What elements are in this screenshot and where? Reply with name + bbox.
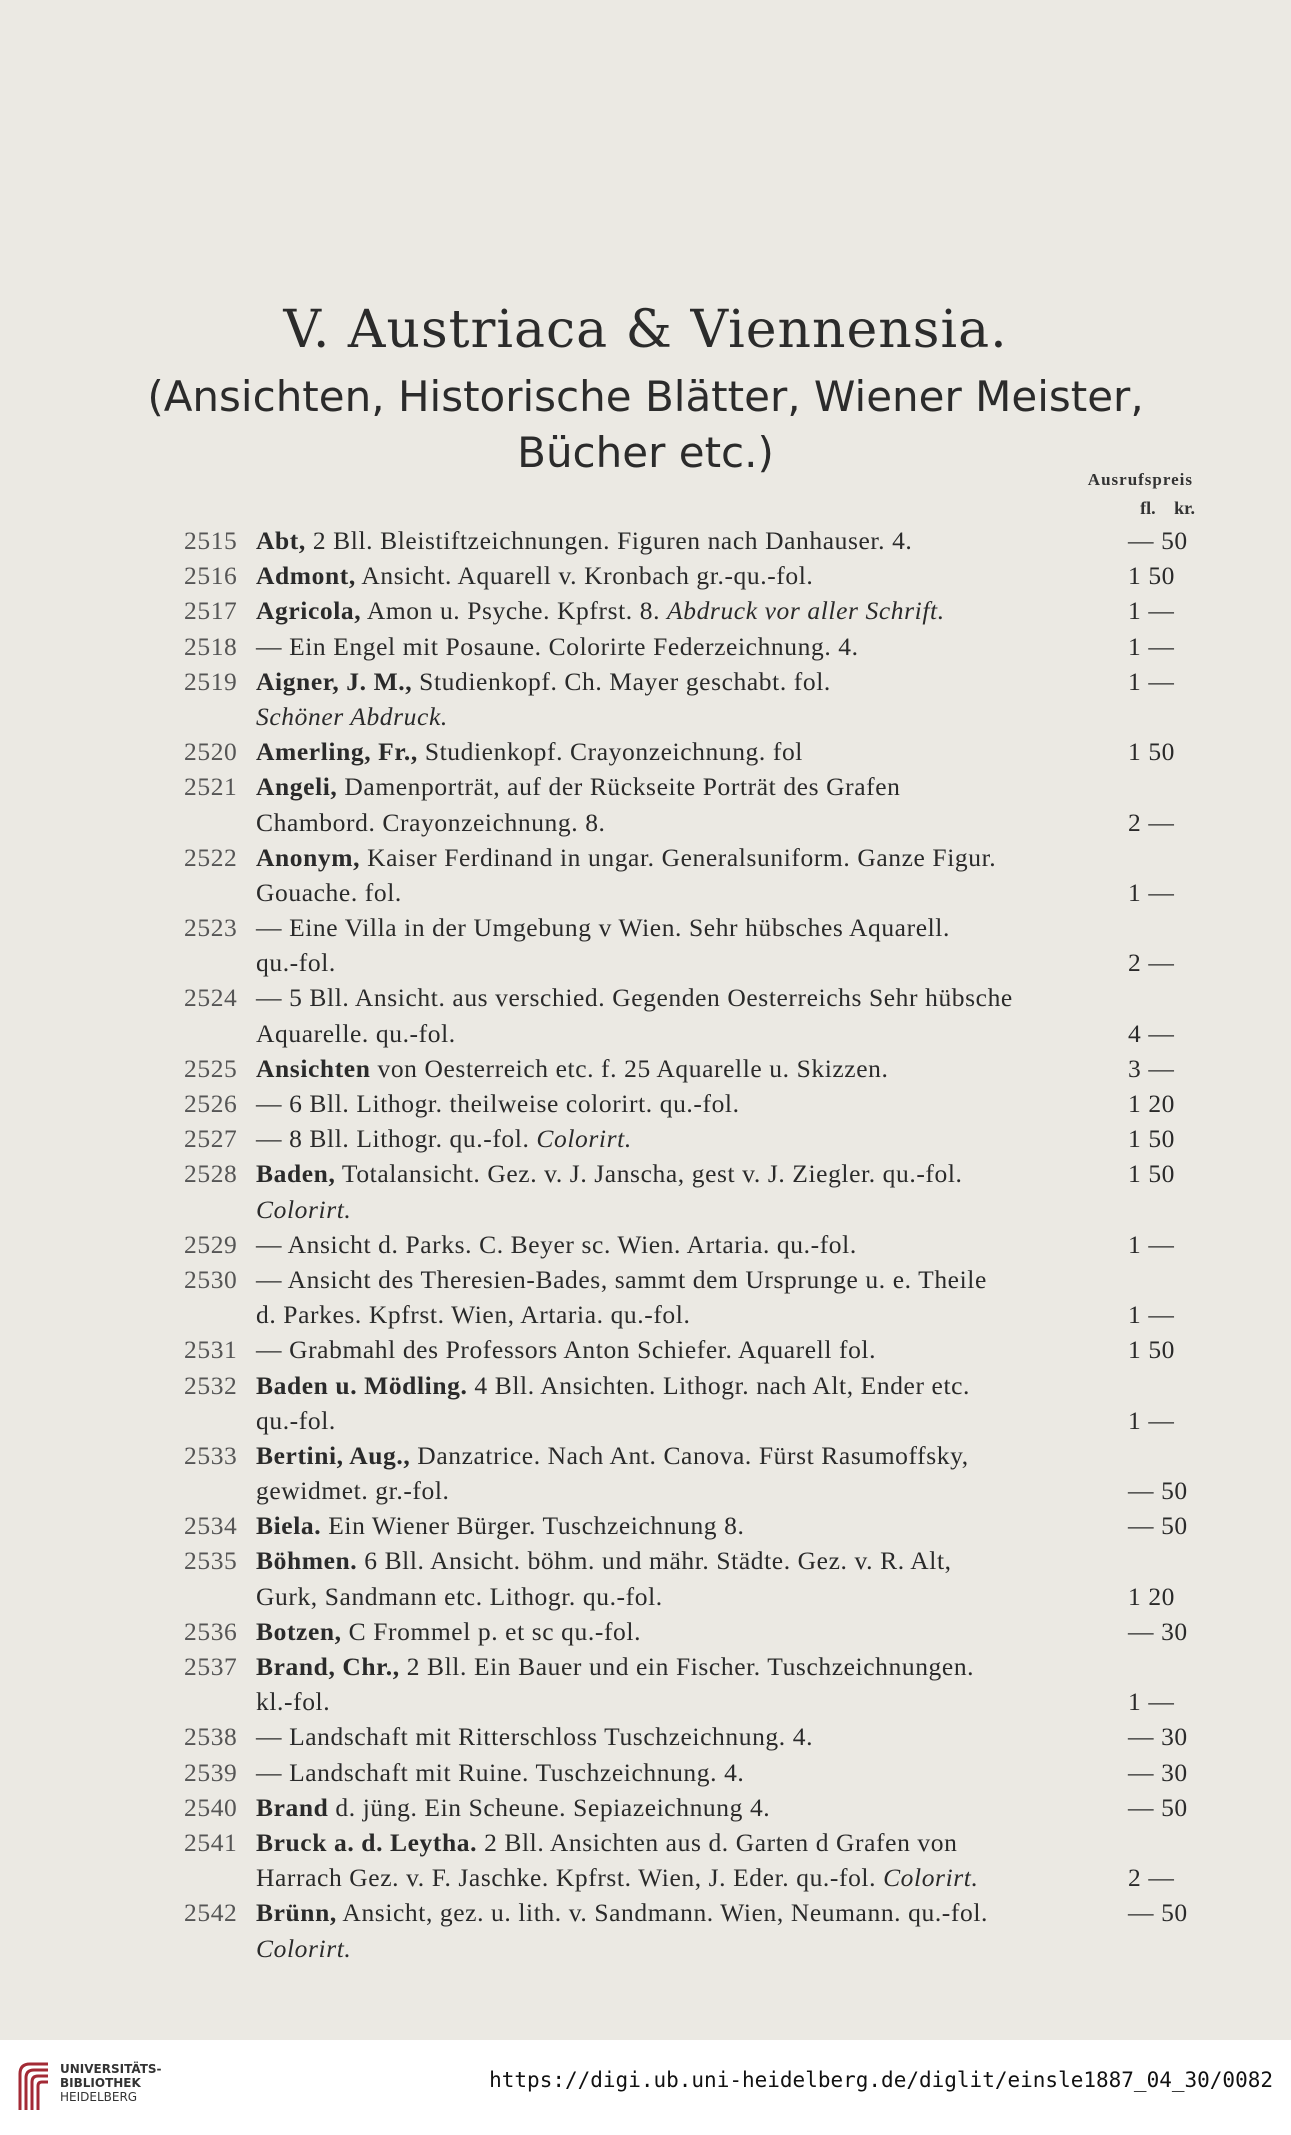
lot-text: Amon u. Psyche. Kpfrst. 8. <box>361 596 668 626</box>
lot-price: — 30 <box>1128 1616 1188 1646</box>
catalog-line <box>0 1016 1291 1051</box>
lot-name: Brünn, <box>256 1898 337 1928</box>
catalog-line <box>0 875 1291 910</box>
lot-name: Bruck a. d. Leytha. <box>256 1827 478 1857</box>
catalog-line <box>0 769 1291 804</box>
catalog-line <box>0 523 1291 558</box>
lot-number: 2542 <box>184 1898 238 1928</box>
catalog-line <box>0 734 1291 769</box>
lot-description <box>256 1825 957 1860</box>
catalog-line <box>0 1473 1291 1508</box>
lot-text: Ansicht, gez. u. lith. v. Sandmann. Wien, Neumann. qu.-fol. <box>336 1898 988 1928</box>
lot-number: 2538 <box>184 1722 238 1752</box>
lot-name: Aigner, J. M., <box>256 666 413 696</box>
lot-description <box>256 558 813 593</box>
lot-description <box>256 910 950 945</box>
lot-text: 2 Bll. Bleistiftzeichnungen. Figuren nach Danhauser. 4. <box>305 526 913 555</box>
lot-price: 1 — <box>1128 631 1175 661</box>
catalog-line <box>0 980 1291 1015</box>
lot-text: gewidmet. gr.-fol. <box>256 1476 450 1506</box>
library-name: UNIVERSITÄTS- BIBLIOTHEK HEIDELBERG <box>60 2062 162 2104</box>
lot-text: d. jüng. Ein Scheune. Sepiazeichnung 4. <box>328 1792 771 1822</box>
lot-name: Bertini, Aug., <box>256 1440 411 1470</box>
lot-number: 2518 <box>184 631 238 661</box>
lot-price: — 30 <box>1128 1722 1188 1752</box>
catalog-line <box>0 629 1291 664</box>
lot-description <box>256 1156 963 1191</box>
catalog-line <box>0 1931 1291 1966</box>
lot-description <box>256 875 402 910</box>
lot-price: 2 — <box>1128 1863 1175 1893</box>
lot-price: — 50 <box>1128 1511 1188 1541</box>
lot-text: — 8 Bll. Lithogr. qu.-fol. <box>256 1124 537 1154</box>
lot-description <box>256 980 1013 1015</box>
catalog-entries <box>0 523 1291 1966</box>
lot-name: Baden u. Mödling. <box>256 1370 468 1400</box>
catalog-line <box>0 945 1291 980</box>
lot-note: Colorirt. <box>536 1124 632 1154</box>
catalog-line <box>0 1403 1291 1438</box>
lot-text: — Landschaft mit Ruine. Tuschzeichnung. 4. <box>256 1757 745 1787</box>
lot-text: Kaiser Ferdinand in ungar. Generalsuniform. Ganze Figur. <box>360 842 997 872</box>
catalog-line <box>0 1543 1291 1578</box>
lot-name: Brand, Chr., <box>256 1652 400 1681</box>
lot-name: Agricola, <box>256 596 362 626</box>
lot-description <box>256 1192 351 1227</box>
lot-description <box>256 1403 336 1438</box>
lot-number: 2539 <box>184 1757 238 1787</box>
lot-name: Biela. <box>256 1511 322 1541</box>
lot-number: 2525 <box>184 1053 238 1083</box>
lot-text: qu.-fol. <box>256 948 336 978</box>
catalog-line <box>0 805 1291 840</box>
lot-text: Aquarelle. qu.-fol. <box>256 1018 456 1048</box>
lot-price: — 30 <box>1128 1757 1188 1787</box>
lot-name: Abt, <box>256 526 306 555</box>
catalog-line <box>0 1086 1291 1121</box>
lot-text: 2 Bll. Ansichten aus d. Garten d Grafen von <box>477 1827 958 1857</box>
lot-description <box>256 1297 690 1332</box>
lot-price: 1 — <box>1128 1300 1175 1330</box>
subtitle-line-1: (Ansichten, Historische Blätter, Wiener Meister, <box>147 372 1144 421</box>
lot-note: Schöner Abdruck. <box>256 701 448 731</box>
lot-number: 2532 <box>184 1370 238 1400</box>
catalog-line <box>0 1297 1291 1332</box>
lot-price: 1 20 <box>1128 1089 1176 1118</box>
lot-description <box>256 699 448 734</box>
lot-note: Colorirt. <box>256 1933 352 1963</box>
lot-text: — Eine Villa in der Umgebung v Wien. Sehr hübsches Aquarell. <box>256 913 950 943</box>
lot-text: Chambord. Crayonzeichnung. 8. <box>256 807 606 837</box>
lot-name: Ansichten <box>256 1053 371 1083</box>
lot-description <box>256 1895 988 1930</box>
lot-name: Baden, <box>256 1159 336 1189</box>
lot-price: 1 — <box>1128 596 1175 626</box>
lot-number: 2517 <box>184 596 238 626</box>
lot-description <box>256 1931 351 1966</box>
lot-description <box>256 593 945 628</box>
price-column-heading: Ausrufspreis <box>1087 470 1193 489</box>
lot-text: qu.-fol. <box>256 1405 336 1435</box>
lot-description <box>256 629 859 664</box>
lot-name: Brand <box>256 1792 329 1822</box>
lot-description <box>256 1438 969 1473</box>
lot-description <box>256 523 912 558</box>
lot-text: — Ansicht d. Parks. C. Beyer sc. Wien. Artaria. qu.-fol. <box>256 1229 857 1259</box>
lot-number: 2529 <box>184 1229 238 1259</box>
lot-description <box>256 1719 813 1754</box>
lot-price: — 50 <box>1128 526 1188 555</box>
lot-text: 2 Bll. Ein Bauer und ein Fischer. Tuschzeichnungen. <box>399 1652 975 1681</box>
source-url-link[interactable]: https://digi.ub.uni-heidelberg.de/diglit/einsle1887_04_30/0082 <box>489 2068 1273 2092</box>
lot-number: 2534 <box>184 1511 238 1541</box>
lot-text: Danzatrice. Nach Ant. Canova. Fürst Rasumoffsky, <box>410 1440 969 1470</box>
lot-description <box>256 664 831 699</box>
lot-name: Botzen, <box>256 1616 342 1646</box>
lot-price: 1 50 <box>1128 1159 1176 1189</box>
lot-description <box>256 734 803 769</box>
lot-text: Harrach Gez. v. F. Jaschke. Kpfrst. Wien, J. Eder. qu.-fol. <box>256 1863 884 1893</box>
lot-name: Angeli, <box>256 772 338 802</box>
lot-price: 1 — <box>1128 877 1175 907</box>
lot-number: 2526 <box>184 1089 238 1118</box>
lot-description <box>256 1579 663 1614</box>
catalog-line <box>0 910 1291 945</box>
lot-description <box>256 1790 770 1825</box>
catalog-line <box>0 1227 1291 1262</box>
lot-description <box>256 1508 744 1543</box>
lot-description <box>256 1684 330 1719</box>
lot-price: 1 — <box>1128 666 1175 696</box>
lot-name: Amerling, Fr., <box>256 737 418 767</box>
lot-text: Gouache. fol. <box>256 877 402 907</box>
lot-description <box>256 1051 888 1086</box>
lot-price: 4 — <box>1128 1018 1175 1048</box>
lot-text: Gurk, Sandmann etc. Lithogr. qu.-fol. <box>256 1581 663 1611</box>
lot-description <box>256 1473 450 1508</box>
lot-text: Damenporträt, auf der Rückseite Porträt des Grafen <box>337 772 901 802</box>
lot-text: kl.-fol. <box>256 1687 331 1717</box>
lot-note: Colorirt. <box>256 1194 352 1224</box>
catalog-line <box>0 1262 1291 1297</box>
catalog-line <box>0 1121 1291 1156</box>
lot-text: Totalansicht. Gez. v. J. Janscha, gest v. J. Ziegler. qu.-fol. <box>335 1159 963 1189</box>
lot-description <box>256 1086 740 1121</box>
catalog-line <box>0 1051 1291 1086</box>
catalog-line <box>0 558 1291 593</box>
catalog-line <box>0 1192 1291 1227</box>
catalog-line <box>0 1649 1291 1684</box>
page-title: V. Austriaca & Viennensia. <box>283 300 1008 360</box>
lot-number: 2523 <box>184 913 238 943</box>
lot-description <box>256 1262 987 1297</box>
catalog-line <box>0 1790 1291 1825</box>
lot-number: 2536 <box>184 1616 238 1646</box>
catalog-line <box>0 840 1291 875</box>
lot-price: 1 50 <box>1128 561 1176 591</box>
lot-text: Studienkopf. Crayonzeichnung. fol <box>417 737 803 767</box>
lot-text: Ein Wiener Bürger. Tuschzeichnung 8. <box>321 1511 745 1541</box>
lot-price: — 50 <box>1128 1898 1188 1928</box>
catalog-line <box>0 1508 1291 1543</box>
lot-price: 1 — <box>1128 1405 1175 1435</box>
lot-price: 2 — <box>1128 807 1175 837</box>
lot-text: von Oesterreich etc. f. 25 Aquarelle u. Skizzen. <box>370 1053 889 1083</box>
lot-price: 1 20 <box>1128 1581 1176 1611</box>
lot-text: — Ansicht des Theresien-Bades, sammt dem Ursprunge u. e. Theile <box>256 1264 987 1294</box>
subtitle-line-2: Bücher etc.) <box>517 428 774 477</box>
lot-description <box>256 1332 876 1367</box>
lot-text: 6 Bll. Ansicht. böhm. und mähr. Städte. Gez. v. R. Alt, <box>357 1546 952 1576</box>
catalog-line <box>0 1895 1291 1930</box>
lot-number: 2520 <box>184 737 238 767</box>
catalog-line <box>0 1368 1291 1403</box>
lot-description <box>256 1543 952 1578</box>
catalog-line <box>0 1860 1291 1895</box>
lot-number: 2515 <box>184 526 238 555</box>
lot-number: 2522 <box>184 842 238 872</box>
lot-price: 3 — <box>1128 1053 1175 1083</box>
lot-price: 1 50 <box>1128 737 1176 767</box>
lot-description <box>256 1121 632 1156</box>
catalog-line <box>0 1614 1291 1649</box>
lot-text: — Landschaft mit Ritterschloss Tuschzeichnung. 4. <box>256 1722 814 1752</box>
lot-text: d. Parkes. Kpfrst. Wien, Artaria. qu.-fol. <box>256 1300 691 1330</box>
catalog-line <box>0 1755 1291 1790</box>
catalog-line <box>0 1579 1291 1614</box>
lot-text: — Grabmahl des Professors Anton Schiefer. Aquarell fol. <box>256 1335 877 1365</box>
lot-name: Anonym, <box>256 842 361 872</box>
lot-description <box>256 769 900 804</box>
lot-price: 1 — <box>1128 1229 1175 1259</box>
catalog-line <box>0 1825 1291 1860</box>
lot-price: — 50 <box>1128 1476 1188 1506</box>
lot-number: 2524 <box>184 983 238 1013</box>
lot-note: Colorirt. <box>883 1863 979 1893</box>
lot-number: 2527 <box>184 1124 238 1154</box>
lot-number: 2528 <box>184 1159 238 1189</box>
lot-name: Böhmen. <box>256 1546 358 1576</box>
lot-number: 2537 <box>184 1652 238 1681</box>
lot-text: Studienkopf. Ch. Mayer geschabt. fol. <box>412 666 831 696</box>
lot-description <box>256 1016 456 1051</box>
lot-price: 1 50 <box>1128 1124 1176 1154</box>
catalog-line <box>0 1719 1291 1754</box>
lot-number: 2541 <box>184 1827 238 1857</box>
lot-number: 2535 <box>184 1546 238 1576</box>
lot-text: — Ein Engel mit Posaune. Colorirte Federzeichnung. 4. <box>256 631 859 661</box>
lot-description <box>256 1860 978 1895</box>
lot-number: 2516 <box>184 561 238 591</box>
lot-description <box>256 1227 857 1262</box>
lot-number: 2519 <box>184 666 238 696</box>
lot-price: 1 — <box>1128 1687 1175 1717</box>
lot-description <box>256 1368 970 1403</box>
lot-text: — 5 Bll. Ansicht. aus verschied. Gegenden Oesterreichs Sehr hübsche <box>256 983 1013 1013</box>
price-units-heading: fl. kr. <box>1140 498 1195 518</box>
lot-description <box>256 840 996 875</box>
lot-description <box>256 805 606 840</box>
lot-price: 1 50 <box>1128 1335 1176 1365</box>
catalog-line <box>0 664 1291 699</box>
lot-number: 2531 <box>184 1335 238 1365</box>
lot-text: — 6 Bll. Lithogr. theilweise colorirt. qu.-fol. <box>256 1089 740 1118</box>
catalog-line <box>0 1684 1291 1719</box>
catalog-line <box>0 1332 1291 1367</box>
lot-number: 2521 <box>184 772 238 802</box>
lot-note: Abdruck vor aller Schrift. <box>667 596 945 626</box>
catalog-line <box>0 699 1291 734</box>
lot-text: Ansicht. Aquarell v. Kronbach gr.-qu.-fol. <box>355 561 814 591</box>
lot-text: C Frommel p. et sc qu.-fol. <box>341 1616 642 1646</box>
lot-description <box>256 945 336 980</box>
catalog-line <box>0 593 1291 628</box>
lot-number: 2530 <box>184 1264 238 1294</box>
lot-number: 2533 <box>184 1440 238 1470</box>
lot-price: — 50 <box>1128 1792 1188 1822</box>
lot-description <box>256 1755 744 1790</box>
lot-number: 2540 <box>184 1792 238 1822</box>
catalog-line <box>0 1156 1291 1191</box>
catalog-line <box>0 1438 1291 1473</box>
lot-description <box>256 1614 641 1649</box>
library-logo-icon <box>14 2060 54 2114</box>
lot-price: 2 — <box>1128 948 1175 978</box>
lot-name: Admont, <box>256 561 356 591</box>
lot-text: 4 Bll. Ansichten. Lithogr. nach Alt, Ender etc. <box>467 1370 971 1400</box>
lot-description <box>256 1649 974 1684</box>
